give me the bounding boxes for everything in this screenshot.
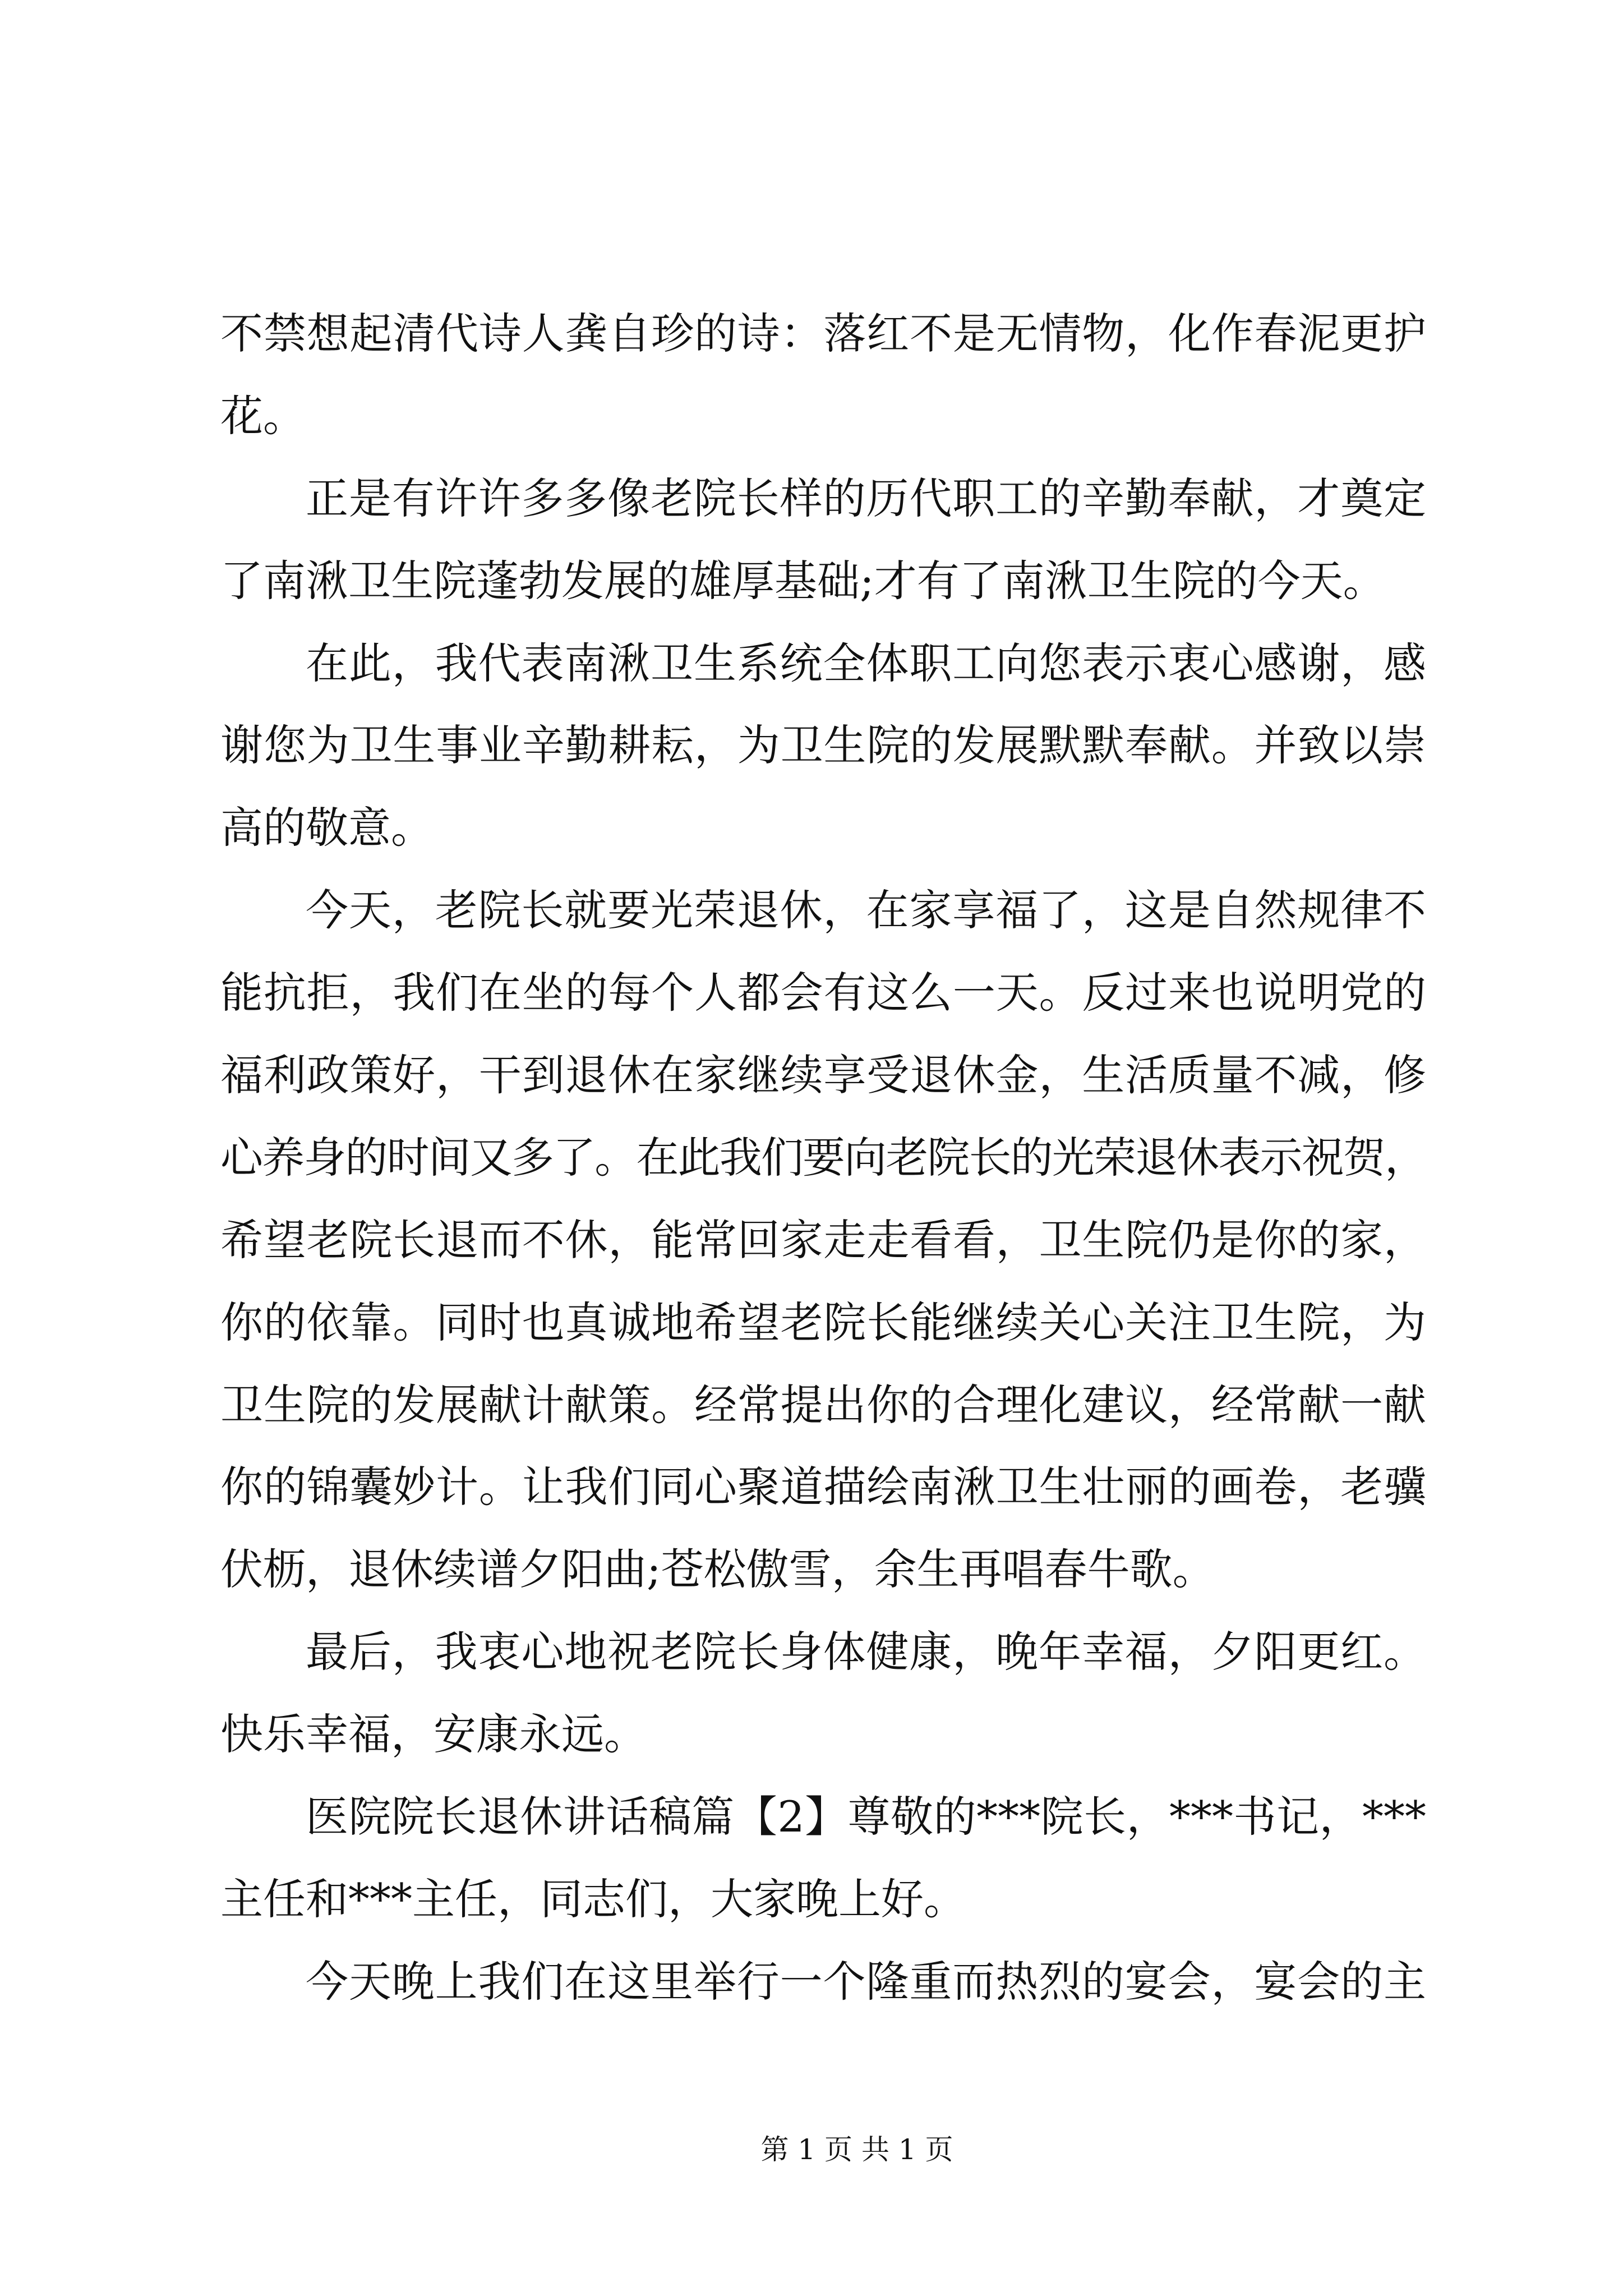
- paragraph: [220, 1611, 1426, 1776]
- text-line: 不禁想起清代诗人龚自珍的诗：落红不是无情物，化作春泥更护: [220, 309, 1426, 358]
- text-line: 你的锦囊妙计。让我们同心聚道描绘南湫卫生壮丽的画卷，老骥: [220, 1462, 1426, 1512]
- text-line: 快乐幸福，安康永远。: [220, 1709, 647, 1760]
- text-line: 希望老院长退而不休，能常回家走走看看，卫生院仍是你的家，: [220, 1214, 1426, 1265]
- text-line: 你的依靠。同时也真诚地希望老院长能继续关心关注卫生院，为: [220, 1297, 1426, 1347]
- document-body: [220, 293, 1426, 2023]
- text-line: 医院院长退休讲话稿篇【2】尊敬的***院长，***书记，***: [306, 1792, 1426, 1842]
- text-line: 花。: [220, 390, 306, 441]
- text-line: 心养身的时间又多了。在此我们要向老院长的光荣退休表示祝贺，: [220, 1132, 1426, 1182]
- text-line: 福利政策好，干到退休在家继续享受退休金，生活质量不减，修: [220, 1050, 1426, 1101]
- text-line: 了南湫卫生院蓬勃发展的雄厚基础;才有了南湫卫生院的今天。: [220, 555, 1386, 606]
- text-line: 伏枥，退休续谱夕阳曲;苍松傲雪，余生再唱春牛歌。: [220, 1544, 1215, 1595]
- text-line: 能抗拒，我们在坐的每个人都会有这么一天。反过来也说明党的: [220, 968, 1426, 1018]
- text-line: 正是有许许多多像老院长样的历代职工的辛勤奉献，才奠定: [306, 473, 1426, 523]
- paragraph: [220, 869, 1426, 1611]
- paragraph: [220, 458, 1426, 623]
- paragraph: [220, 293, 1426, 458]
- text-line: 高的敬意。: [220, 803, 434, 853]
- paragraph: [220, 1776, 1426, 1941]
- text-line: 最后，我衷心地祝老院长身体健康，晚年幸福，夕阳更红。: [306, 1627, 1426, 1677]
- text-line: 今天晚上我们在这里举行一个隆重而热烈的宴会，宴会的主: [306, 1956, 1426, 2007]
- page-footer: 第 1 页 共 1 页: [760, 2133, 953, 2166]
- paragraph: [220, 1941, 1426, 2023]
- text-line: 今天，老院长就要光荣退休，在家享福了，这是自然规律不: [306, 885, 1426, 936]
- paragraph: [220, 623, 1426, 870]
- text-line: 谢您为卫生事业辛勤耕耘，为卫生院的发展默默奉献。并致以崇: [220, 720, 1426, 771]
- text-line: 卫生院的发展献计献策。经常提出你的合理化建议，经常献一献: [220, 1379, 1426, 1430]
- text-line: 在此，我代表南湫卫生系统全体职工向您表示衷心感谢，感: [306, 638, 1426, 688]
- text-line: 主任和***主任，同志们，大家晚上好。: [220, 1874, 966, 1924]
